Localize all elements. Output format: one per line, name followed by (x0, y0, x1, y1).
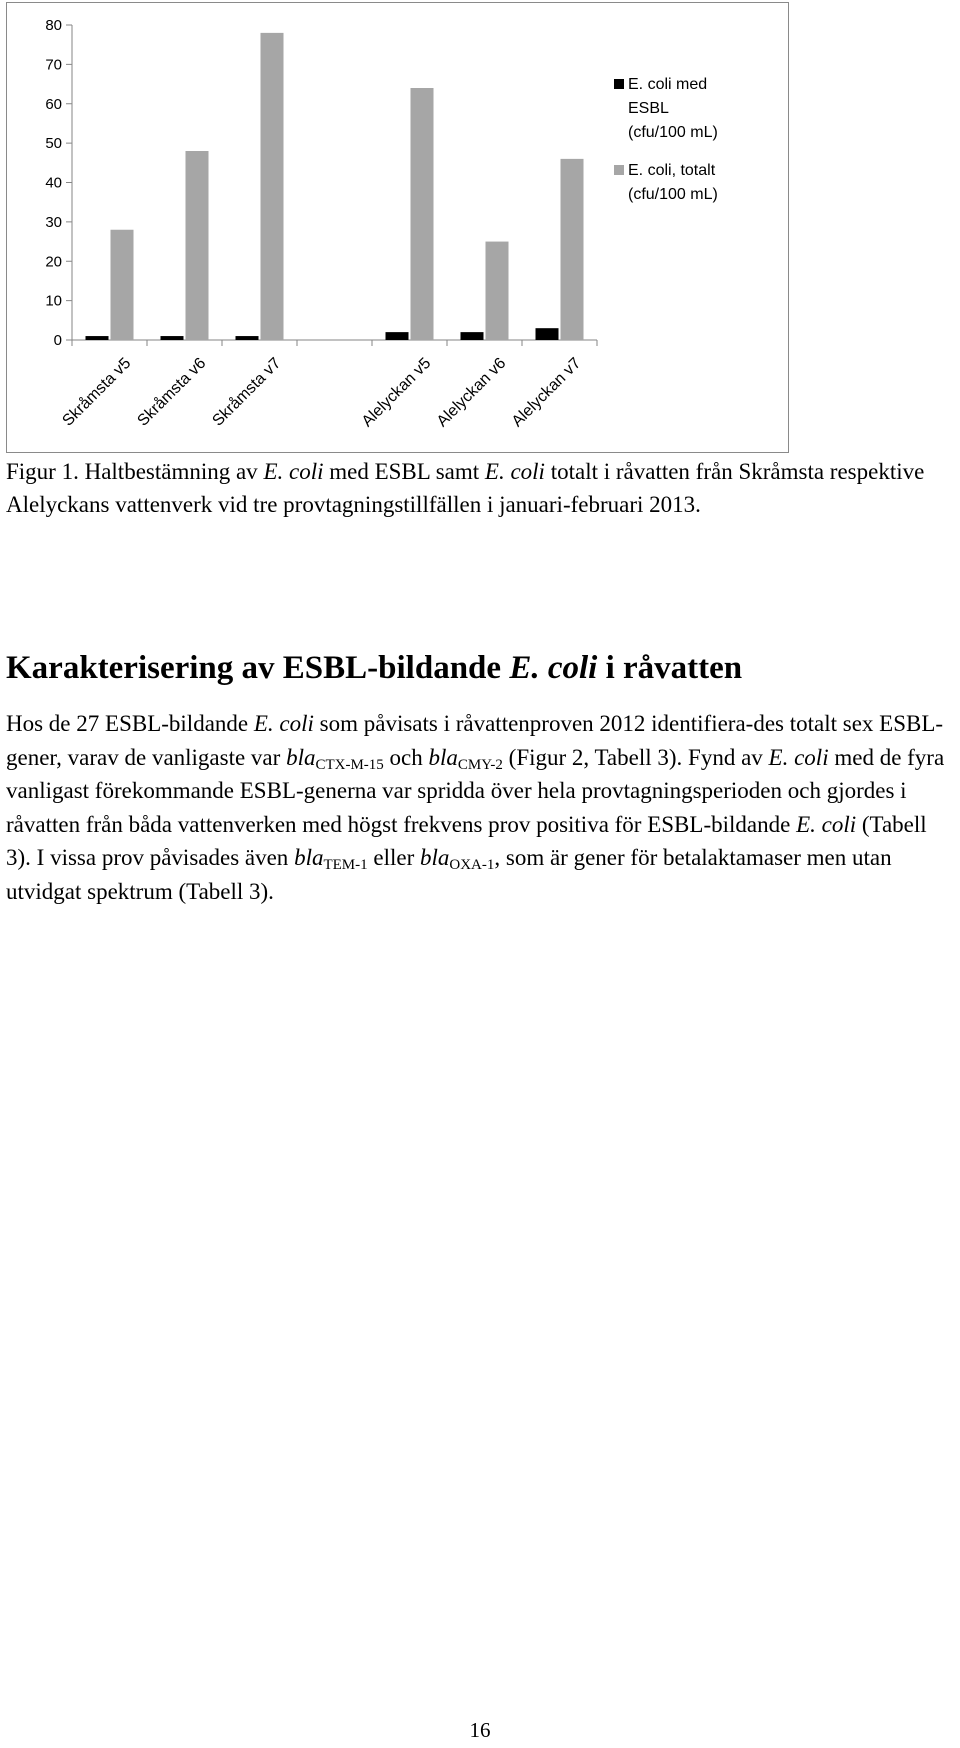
caption-italic: E. coli (484, 459, 545, 484)
y-tick-label: 10 (45, 292, 62, 310)
figure-caption (6, 455, 946, 521)
chart-canvas (7, 3, 788, 452)
gene-subscript: CTX-M-15 (315, 756, 384, 773)
gene-name (286, 744, 384, 773)
bar-total (111, 230, 134, 340)
gene-prefix: bla (419, 845, 450, 870)
paragraph-italic: E. coli (796, 811, 857, 837)
gene-prefix: bla (286, 744, 316, 770)
y-tick-label: 30 (45, 213, 62, 231)
x-category-label: Alelyckan v6 (433, 354, 510, 431)
gene-name (294, 845, 368, 873)
y-tick-label: 80 (45, 17, 62, 34)
legend-swatch-esbl (614, 79, 624, 89)
caption-text: Figur 1. Haltbestämning av (6, 459, 264, 484)
legend-label: E. coli, totalt (628, 162, 716, 179)
x-category-label: Alelyckan v7 (508, 354, 585, 431)
y-tick-label: 20 (45, 253, 62, 271)
x-category-label: Skråmsta v7 (209, 354, 285, 430)
bar-total (486, 242, 509, 340)
y-tick-label: 60 (45, 95, 62, 113)
bar-esbl (461, 332, 484, 340)
bar-chart (6, 2, 789, 453)
y-tick-label: 50 (45, 135, 62, 153)
gene-prefix: bla (294, 845, 324, 870)
legend-label: (cfu/100 mL) (628, 124, 718, 141)
y-tick-label: 0 (53, 332, 62, 349)
bar-esbl (236, 336, 259, 340)
heading-text: i råvatten (597, 650, 743, 686)
bar-esbl (386, 332, 409, 340)
paragraph-text: med de fyra vanligast förekommande ESBL-generna var spridda över hela provtagningsperioden och gjordes i råvatten från båda vattenverken med högst frekvens prov positiva för ESBL-bildande (6, 744, 945, 837)
paragraph-text: (Figur 2, Tabell 3). Fynd av (502, 744, 769, 770)
caption-text: med ESBL samt (323, 459, 485, 484)
gene-name (419, 845, 495, 873)
paragraph-text: Hos de 27 ESBL-bildande (6, 711, 254, 736)
x-category-label: Skråmsta v5 (59, 354, 135, 430)
paragraph-text: som påvisats i råvattenproven 2012 identifiera-des totalt sex ESBL-gener, varav de vanligaste var (6, 711, 944, 770)
bar-total (411, 88, 434, 340)
x-category-label: Alelyckan v5 (358, 354, 435, 431)
bar-total (261, 33, 284, 340)
gene-name (428, 744, 503, 773)
gene-prefix: bla (428, 744, 458, 770)
paragraph-text: (Tabell 3). I vissa prov påvisades även (6, 811, 927, 870)
caption-text: totalt i råvatten från Skråmsta respektive Alelyckans vattenverk vid tre provtagningstillfällen i januari-februari 2013. (6, 459, 925, 517)
legend-label: E. coli med (628, 76, 708, 93)
y-tick-label: 40 (45, 174, 62, 192)
body-paragraph (6, 707, 951, 908)
heading-italic: E. coli (509, 650, 598, 686)
caption-italic: E. coli (263, 459, 324, 484)
paragraph-italic: E. coli (768, 744, 829, 770)
paragraph-text: , som är gener för betalaktamaser men utan utvidgat spektrum (Tabell 3). (6, 845, 892, 904)
legend-swatch-total (614, 165, 624, 175)
paragraph-text: eller (367, 845, 420, 870)
page-number: 16 (469, 1718, 491, 1742)
bar-total (561, 159, 584, 340)
paragraph-text: och (383, 744, 429, 770)
bar-esbl (536, 328, 559, 340)
bar-esbl (86, 336, 109, 340)
legend-label: (cfu/100 mL) (628, 186, 718, 203)
gene-subscript: TEM-1 (323, 857, 368, 873)
x-category-label: Skråmsta v6 (134, 354, 210, 430)
bar-esbl (161, 336, 184, 340)
paragraph-italic: E. coli (253, 711, 314, 736)
bar-total (186, 151, 209, 340)
legend-label: ESBL (628, 100, 669, 117)
gene-subscript: CMY-2 (457, 756, 503, 773)
heading-text: Karakterisering av ESBL-bildande (6, 650, 510, 686)
gene-subscript: OXA-1 (449, 857, 495, 873)
section-heading (6, 648, 742, 688)
y-tick-label: 70 (45, 56, 62, 74)
